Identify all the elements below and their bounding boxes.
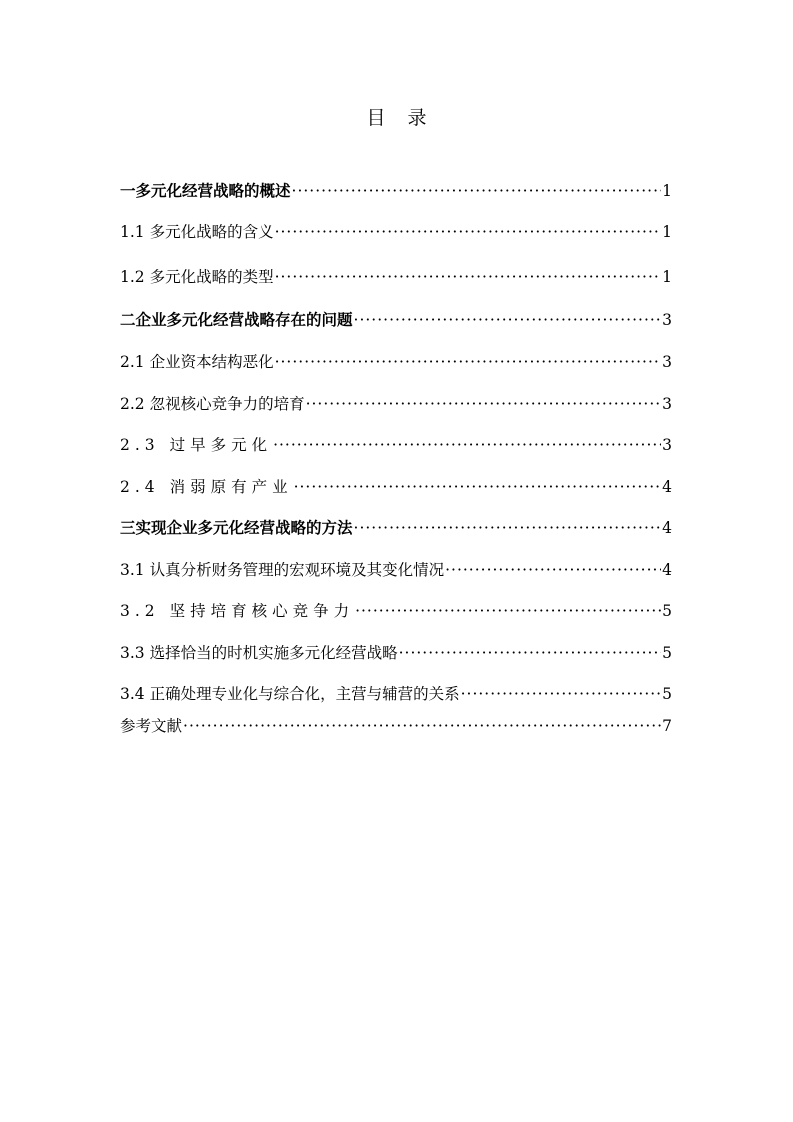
toc-entry [120, 714, 672, 738]
toc-entry [120, 350, 672, 374]
toc-entry [120, 265, 672, 289]
toc-page-number: 3 [662, 436, 672, 454]
toc-entry-label: 2.3 过早多元化 [120, 436, 273, 454]
toc-dot-leader [461, 682, 662, 706]
toc-page-number: 4 [662, 561, 672, 579]
toc-entry-label: 1.2 多元化战略的类型 [120, 268, 274, 286]
toc-entry-label: 3.1 认真分析财务管理的宏观环境及其变化情况 [120, 561, 445, 579]
toc-page-number: 3 [662, 311, 672, 329]
toc-title-char-2: 录 [407, 107, 427, 129]
toc-dot-leader [399, 641, 662, 665]
toc-entry-label: 3.2 坚持培育核心竞争力 [120, 602, 355, 620]
toc-dot-leader [355, 599, 661, 623]
toc-entry-label: 2.1 企业资本结构恶化 [120, 353, 274, 371]
toc-entry-label: 二企业多元化经营战略存在的问题 [120, 311, 353, 329]
toc-entry-label: 3.3 选择恰当的时机实施多元化经营战略 [120, 644, 398, 662]
toc-dot-leader [275, 220, 662, 244]
toc-page-number: 4 [662, 478, 672, 496]
toc-entry-label: 参考文献 [120, 717, 183, 735]
toc-entry [120, 516, 672, 540]
toc-page-number: 7 [662, 717, 672, 735]
toc-entry [120, 179, 672, 203]
toc-page-number: 1 [662, 223, 672, 241]
toc-dot-leader [275, 350, 662, 374]
toc-page-number: 1 [662, 182, 672, 200]
toc-entry [120, 475, 672, 499]
toc-dot-leader [183, 714, 661, 738]
toc-entry-label: 2.4 消弱原有产业 [120, 478, 293, 496]
toc-entry [120, 392, 672, 416]
toc-entry [120, 308, 672, 332]
toc-entry [120, 433, 672, 457]
toc-page-number: 5 [662, 602, 672, 620]
toc-page-number: 4 [662, 519, 672, 537]
toc-dot-leader [292, 179, 662, 203]
toc-page-number: 3 [662, 353, 672, 371]
toc-dot-leader [306, 392, 662, 416]
toc-dot-leader [354, 516, 662, 540]
toc-entry-label: 3.4 正确处理专业化与综合化，主营与辅营的关系 [120, 685, 460, 703]
toc-title-char-1: 目 [366, 107, 386, 129]
toc-dot-leader [294, 475, 662, 499]
toc-entry-label: 1.1 多元化战略的含义 [120, 223, 274, 241]
toc-entry-label: 三实现企业多元化经营战略的方法 [120, 519, 353, 537]
toc-entry-label: 一多元化经营战略的概述 [120, 182, 291, 200]
toc-entry-label: 2.2 忽视核心竞争力的培育 [120, 395, 305, 413]
toc-dot-leader [275, 265, 662, 289]
toc-title [0, 103, 793, 130]
toc-entry [120, 682, 672, 706]
toc-entry [120, 641, 672, 665]
toc-page-number: 1 [662, 268, 672, 286]
toc-entry [120, 558, 672, 582]
toc-entry [120, 220, 672, 244]
toc-dot-leader [354, 308, 662, 332]
toc-page-number: 5 [662, 685, 672, 703]
toc-page-number: 3 [662, 395, 672, 413]
toc-entry [120, 599, 672, 623]
toc-page-number: 5 [662, 644, 672, 662]
toc-dot-leader [445, 558, 661, 582]
toc-dot-leader [273, 433, 661, 457]
